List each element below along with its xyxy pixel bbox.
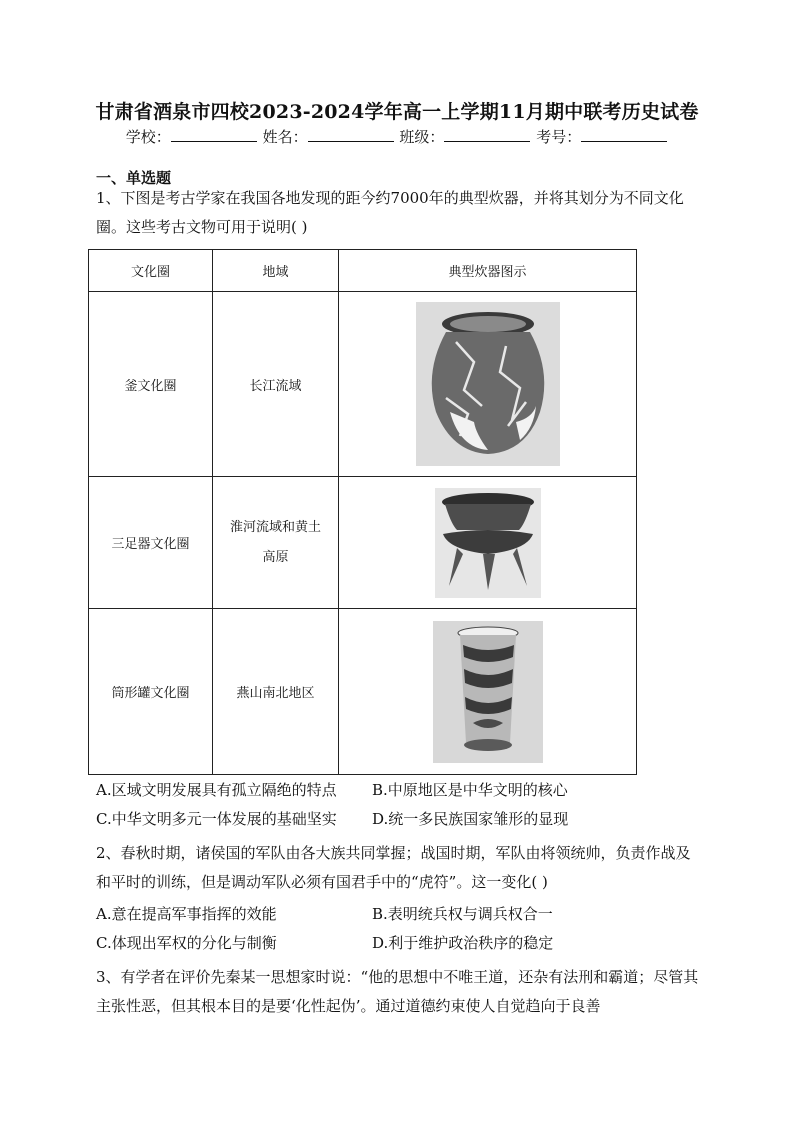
section-heading: 一、单选题 — [96, 169, 172, 187]
pot-image — [416, 302, 560, 466]
option-a[interactable]: A.意在提高军事指挥的效能 — [96, 905, 277, 923]
table-row — [89, 477, 637, 609]
class-blank — [444, 127, 530, 142]
table-header: 典型炊器图示 — [339, 250, 637, 292]
table-row — [89, 609, 637, 775]
exam-number-blank — [581, 127, 667, 142]
table-row — [89, 292, 637, 477]
option-d[interactable]: D.利于维护政治秩序的稳定 — [372, 934, 554, 952]
table-cell-circle: 釜文化圈 — [89, 292, 213, 477]
school-blank — [171, 127, 257, 142]
table-cell-region — [213, 477, 339, 609]
table-cell-circle: 三足器文化圈 — [89, 477, 213, 609]
school-label: 学校： — [125, 128, 171, 146]
table-header-row — [89, 250, 637, 292]
option-b[interactable]: B.表明统兵权与调兵权合一 — [372, 905, 553, 923]
table-cell-region: 燕山南北地区 — [213, 609, 339, 775]
question-1-options — [96, 776, 706, 834]
cylinder-jar-image — [433, 621, 543, 763]
option-d[interactable]: D.统一多民族国家雏形的显现 — [372, 810, 569, 828]
table-cell-region: 长江流域 — [213, 292, 339, 477]
option-a[interactable]: A.区域文明发展具有孤立隔绝的特点 — [96, 781, 337, 799]
option-c[interactable]: C.体现出军权的分化与制衡 — [96, 934, 277, 952]
question-1-text: 1、下图是考古学家在我国各地发现的距今约7000年的典型炊器，并将其划分为不同文化圈。这些考古文物可用于说明( ) — [96, 189, 684, 236]
name-blank — [308, 127, 394, 142]
name-label: 姓名： — [262, 128, 308, 146]
table-cell-image — [339, 477, 637, 609]
tripod-image — [435, 488, 541, 598]
class-label: 班级： — [399, 128, 445, 146]
exam-number-label: 考号： — [536, 128, 582, 146]
student-info-line — [0, 126, 794, 147]
question-2-text: 2、春秋时期，诸侯国的军队由各大族共同掌握；战国时期，军队由将领统帅，负责作战及和平时的训练，但是调动军队必须有国君手中的“虎符”。这一变化( ) — [96, 844, 691, 891]
question-2-options — [96, 900, 706, 958]
table-header: 文化圈 — [89, 250, 213, 292]
question-3-text: 3、有学者在评价先秦某一思想家时说：“他的思想中不唯王道，还杂有法刑和霸道；尽管其主张性恶，但其根本目的是要‘化性起伪’。通过道德约束使人自觉趋向于良善 — [96, 968, 699, 1015]
table-cell-image — [339, 292, 637, 477]
table-cell-image — [339, 609, 637, 775]
option-c[interactable]: C.中华文明多元一体发展的基础坚实 — [96, 810, 337, 828]
table-header: 地域 — [213, 250, 339, 292]
page-title: 甘肃省酒泉市四校2023-2024学年高一上学期11月期中联考历史试卷 — [95, 101, 699, 123]
option-b[interactable]: B.中原地区是中华文明的核心 — [372, 781, 568, 799]
region-text: 淮河流域和黄土高原 — [229, 519, 321, 565]
table-cell-circle: 筒形罐文化圈 — [89, 609, 213, 775]
cookware-table — [88, 249, 637, 775]
